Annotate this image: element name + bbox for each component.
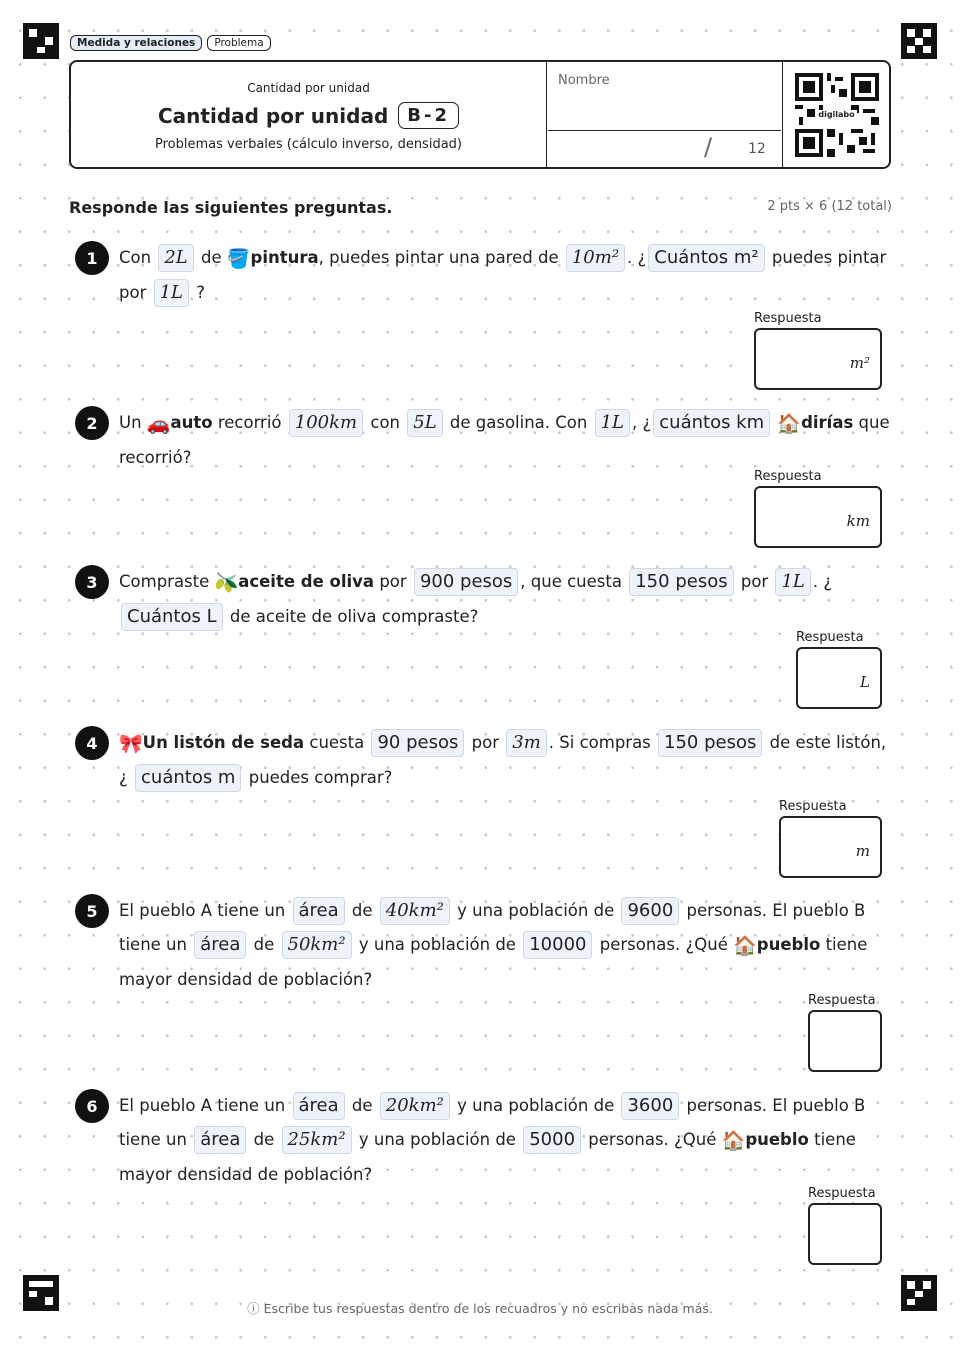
- text: , puedes pintar una pared de: [318, 248, 559, 267]
- text: puedes pintar por: [119, 248, 887, 302]
- value-chip: 40km²: [380, 897, 450, 925]
- value-chip: 1L: [775, 568, 810, 596]
- text: . ¿: [812, 572, 833, 591]
- question-number: 5: [75, 894, 109, 928]
- text: personas. ¿Qué: [588, 1130, 717, 1149]
- subtitle: Problemas verbales (cálculo inverso, densidad): [155, 137, 462, 152]
- question-text: [119, 726, 891, 795]
- value-chip: 20km²: [380, 1092, 450, 1120]
- value-chip: 5L: [407, 409, 442, 437]
- answer-unit: m²: [849, 354, 870, 372]
- value-chip: 150 pesos: [658, 729, 762, 757]
- question-chip: Cuántos L: [121, 603, 223, 631]
- tag-type: Problema: [207, 35, 270, 51]
- value-chip: 1L: [595, 409, 630, 437]
- instructions: Responde las siguientes preguntas.: [69, 198, 393, 217]
- question-chip: Cuántos m²: [648, 244, 764, 272]
- value-chip: 5000: [523, 1126, 581, 1154]
- text: de: [351, 901, 373, 920]
- keyword: auto: [170, 413, 213, 432]
- text: personas. El pueblo B tiene un: [119, 901, 866, 954]
- text: de: [253, 1130, 275, 1149]
- keyword: pintura: [250, 248, 319, 267]
- question-number: 3: [75, 565, 109, 599]
- answer-label: Respuesta: [754, 311, 822, 326]
- text: de: [200, 248, 222, 267]
- value-chip: 9600: [621, 897, 679, 925]
- car-icon: 🚗: [146, 413, 171, 435]
- answer-box-1[interactable]: [754, 328, 882, 390]
- text: de aceite de oliva compraste?: [229, 607, 479, 626]
- text: personas. El pueblo B tiene un: [119, 1096, 866, 1149]
- paint-can-icon: 🪣: [226, 248, 251, 270]
- text: que recorrió?: [119, 413, 890, 467]
- title-block: [71, 62, 547, 167]
- house-icon: 🏠: [733, 935, 757, 957]
- answer-label: Respuesta: [779, 799, 847, 814]
- keyword: Un listón de seda: [142, 733, 305, 752]
- question-text: [119, 894, 891, 997]
- corner-marker-top-right: [901, 23, 937, 59]
- value-chip: 10m²: [566, 244, 625, 272]
- value-chip: área: [293, 1092, 345, 1120]
- answer-label: Respuesta: [808, 1186, 876, 1201]
- text: ?: [196, 283, 206, 302]
- text: , que cuesta: [520, 572, 622, 591]
- super-title: Cantidad por unidad: [247, 81, 370, 95]
- answer-box-5[interactable]: [808, 1010, 882, 1072]
- value-chip: 2L: [158, 244, 193, 272]
- question-number: 1: [75, 241, 109, 275]
- text: Compraste: [119, 572, 210, 591]
- footer-text: Escribe tus respuestas dentro de los recuadros y no escribas nada más.: [263, 1301, 713, 1316]
- info-icon: ⓘ: [247, 1301, 260, 1316]
- answer-box-2[interactable]: [754, 486, 882, 548]
- tag-category: Medida y relaciones: [70, 35, 202, 51]
- text: puedes comprar?: [248, 768, 393, 787]
- text: y una población de: [457, 901, 615, 920]
- score-field: [548, 131, 781, 167]
- text: por: [471, 733, 499, 752]
- answer-label: Respuesta: [808, 993, 876, 1008]
- text: de este listón, ¿: [119, 733, 887, 787]
- answer-box-3[interactable]: [796, 647, 882, 709]
- question-text: [119, 1089, 891, 1192]
- text: Un: [119, 413, 142, 432]
- text: por: [740, 572, 769, 591]
- value-chip: 50km²: [282, 931, 352, 959]
- value-chip: 100km: [289, 409, 363, 437]
- name-label: Nombre: [558, 73, 610, 88]
- question-number: 6: [75, 1089, 109, 1123]
- question-number: 2: [75, 406, 109, 440]
- corner-marker-top-left: [23, 23, 59, 59]
- text: . ¿: [627, 248, 647, 267]
- answer-label: Respuesta: [796, 630, 864, 645]
- text: y una población de: [358, 935, 516, 954]
- answer-unit: m: [855, 842, 870, 860]
- text: y una población de: [358, 1130, 516, 1149]
- olive-oil-bottle-icon: 🫒: [214, 572, 239, 594]
- text: de: [253, 935, 275, 954]
- keyword: aceite de oliva: [238, 572, 375, 591]
- answer-unit: km: [846, 512, 870, 530]
- question-text: [119, 241, 891, 310]
- value-chip: área: [293, 897, 345, 925]
- ribbon-icon: 🎀: [119, 733, 143, 755]
- category-tags: [70, 35, 271, 51]
- text: de: [351, 1096, 373, 1115]
- text: por: [379, 572, 407, 591]
- text: tiene mayor densidad de población?: [119, 935, 868, 989]
- text: El pueblo A tiene un: [119, 1096, 286, 1115]
- question-text: [119, 406, 891, 475]
- text: de gasolina. Con: [449, 413, 588, 432]
- value-chip: 150 pesos: [629, 568, 733, 596]
- text: y una población de: [457, 1096, 615, 1115]
- house-icon: 🏠: [777, 413, 802, 435]
- value-chip: área: [194, 931, 246, 959]
- value-chip: 3600: [621, 1092, 679, 1120]
- page-title-row: [71, 102, 546, 129]
- value-chip: área: [194, 1126, 246, 1154]
- keyword: pueblo: [745, 1130, 809, 1149]
- question-chip: cuántos km: [653, 409, 770, 437]
- question-chip: cuántos m: [135, 764, 241, 792]
- name-field[interactable]: [548, 62, 781, 131]
- house-icon: 🏠: [721, 1130, 746, 1152]
- text: personas. ¿Qué: [599, 935, 728, 954]
- value-chip: 1L: [154, 279, 189, 307]
- text: cuesta: [309, 733, 365, 752]
- text: recorrió: [217, 413, 282, 432]
- footer-note: [0, 1299, 960, 1317]
- question-text: [119, 565, 891, 634]
- value-chip: 25km²: [282, 1126, 352, 1154]
- text: Con: [119, 248, 152, 267]
- answer-box-6[interactable]: [808, 1203, 882, 1265]
- text: , ¿: [632, 413, 652, 432]
- question-number: 4: [75, 726, 109, 760]
- answer-box-4[interactable]: [779, 816, 882, 878]
- value-chip: 90 pesos: [371, 729, 464, 757]
- qr-label: digilabo: [818, 110, 855, 119]
- keyword: dirías: [801, 413, 854, 432]
- worksheet-header: [69, 60, 891, 169]
- answer-label: Respuesta: [754, 469, 822, 484]
- qr-code: [782, 62, 890, 167]
- text: El pueblo A tiene un: [119, 901, 286, 920]
- text: con: [370, 413, 400, 432]
- text: tiene mayor densidad de población?: [119, 1130, 856, 1184]
- text: . Si compras: [548, 733, 651, 752]
- page-title: Cantidad por unidad: [158, 103, 389, 128]
- value-chip: 10000: [523, 931, 592, 959]
- points-info: 2 pts × 6 (12 total): [767, 199, 892, 214]
- value-chip: 900 pesos: [414, 568, 518, 596]
- score-total: 12: [748, 141, 766, 157]
- answer-unit: L: [860, 673, 870, 691]
- value-chip: 3m: [506, 729, 547, 757]
- score-slash: /: [704, 133, 713, 161]
- worksheet-code: B-2: [398, 102, 459, 129]
- keyword: pueblo: [756, 935, 821, 954]
